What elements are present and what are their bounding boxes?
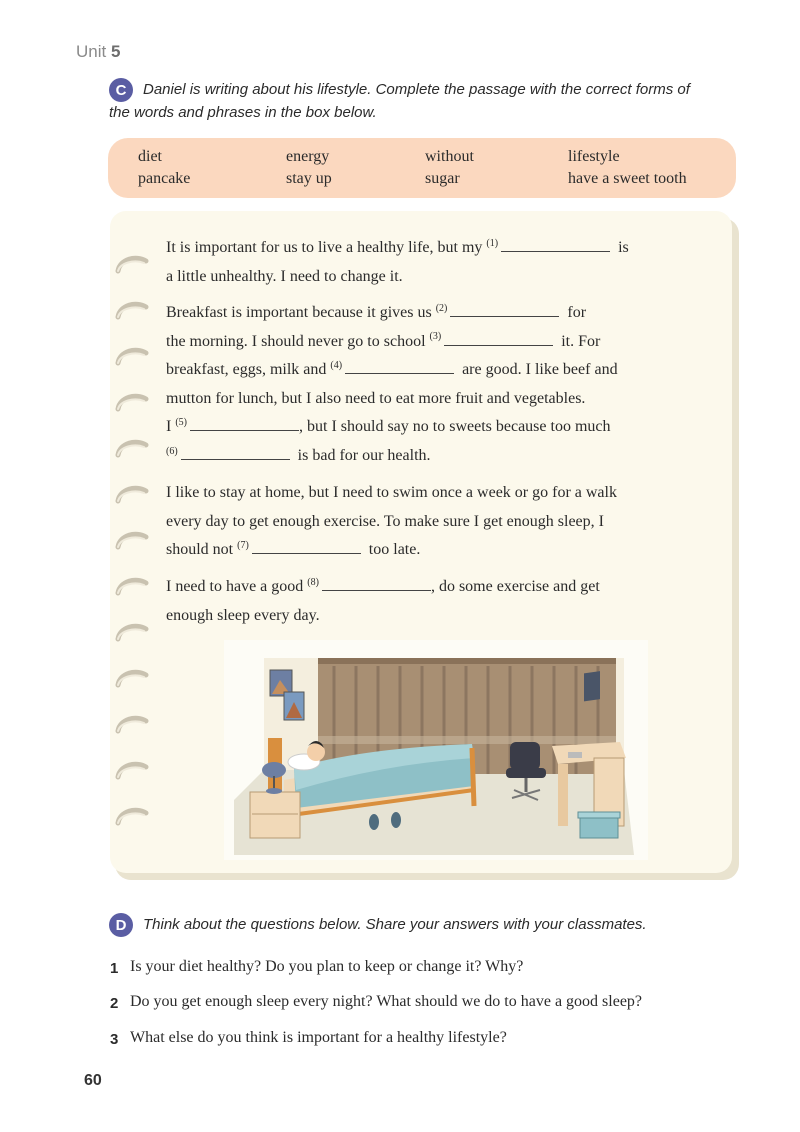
question-text: Is your diet healthy? Do you plan to keep or change it? Why?	[130, 958, 524, 975]
passage-paragraph-2	[166, 299, 711, 471]
passage-paragraph-3	[166, 479, 711, 565]
word-option: sugar	[425, 170, 460, 187]
spiral-ring-icon	[114, 575, 150, 597]
unit-label: Unit	[76, 42, 107, 61]
spiral-ring-icon	[114, 529, 150, 551]
passage-text: for	[567, 304, 587, 321]
passage-text: enough sleep every day.	[166, 606, 320, 624]
word-option: pancake	[138, 170, 191, 187]
word-option: diet	[138, 148, 162, 165]
word-option: without	[425, 148, 474, 165]
question-number: 2	[110, 995, 119, 1012]
passage-text: are good. I like beef and	[462, 361, 618, 379]
answer-blank[interactable]	[501, 237, 610, 252]
passage-text: breakfast, eggs, milk and	[166, 361, 327, 379]
passage-paragraph-1	[166, 234, 711, 291]
passage-text: is	[618, 239, 629, 256]
passage-text: should not	[166, 541, 234, 559]
blank-number: (3)	[429, 331, 442, 343]
passage-text: it. For	[561, 332, 601, 350]
spiral-ring-icon	[114, 391, 150, 413]
blank-number: (7)	[237, 539, 249, 551]
passage-text: I need to have a good	[166, 578, 304, 595]
passage-text: the morning. I should never go to school	[166, 332, 426, 350]
question-text: What else do you think is important for a healthy lifestyle?	[130, 1029, 507, 1046]
blank-number: (8)	[307, 576, 319, 588]
passage-text: , but I should say no to sweets because too much	[299, 418, 611, 436]
section-c-instruction-line2: the words and phrases in the box below.	[109, 104, 377, 121]
blank-number: (1)	[486, 237, 499, 249]
spiral-ring-icon	[114, 805, 150, 827]
spiral-ring-icon	[114, 667, 150, 689]
answer-blank[interactable]	[322, 576, 431, 591]
bedroom-illustration	[224, 640, 648, 860]
section-c-badge: C	[109, 78, 133, 102]
passage-text: , do some exercise and get	[430, 578, 600, 595]
storage-box-icon	[578, 812, 620, 838]
spiral-ring-icon	[114, 483, 150, 505]
section-d-instruction: Think about the questions below. Share your answers with your classmates.	[143, 916, 647, 933]
blank-number: (5)	[175, 417, 187, 429]
word-option: stay up	[286, 170, 332, 187]
passage-paragraph-4	[166, 573, 711, 630]
section-d-badge: D	[109, 913, 133, 937]
passage-text: a little unhealthy. I need to change it.	[166, 267, 403, 285]
passage-text: It is important for us to live a healthy life, but my	[166, 239, 483, 256]
word-option: energy	[286, 148, 330, 165]
answer-blank[interactable]	[252, 539, 361, 554]
answer-blank[interactable]	[444, 331, 553, 346]
passage-text: Breakfast is important because it gives us	[166, 304, 432, 321]
page-number: 60	[84, 1072, 102, 1089]
section-c-instruction-line1: Daniel is writing about his lifestyle. Complete the passage with the correct forms of	[143, 81, 690, 98]
word-box	[108, 138, 736, 198]
spiral-ring-icon	[114, 437, 150, 459]
spiral-ring-icon	[114, 621, 150, 643]
passage-text: is bad for our health.	[297, 446, 431, 464]
answer-blank[interactable]	[190, 416, 299, 431]
word-option: have a sweet tooth	[568, 170, 687, 187]
passage-text: I like to stay at home, but I need to swim once a week or go for a walk	[166, 484, 617, 501]
spiral-ring-icon	[114, 759, 150, 781]
spiral-ring-icon	[114, 345, 150, 367]
spiral-ring-icon	[114, 299, 150, 321]
answer-blank[interactable]	[181, 445, 290, 460]
passage-text: every day to get enough exercise. To make sure I get enough sleep, I	[166, 512, 604, 530]
question-number: 1	[110, 960, 119, 977]
answer-blank[interactable]	[345, 359, 454, 374]
spiral-ring-icon	[114, 253, 150, 275]
passage-text: mutton for lunch, but I also need to eat more fruit and vegetables.	[166, 389, 586, 407]
question-text: Do you get enough sleep every night? What should we do to have a good sleep?	[130, 993, 643, 1010]
question-number: 3	[110, 1031, 119, 1048]
word-option: lifestyle	[568, 148, 620, 165]
blank-number: (4)	[330, 359, 343, 371]
unit-number: 5	[110, 42, 121, 61]
spiral-ring-icon	[114, 713, 150, 735]
answer-blank[interactable]	[450, 302, 559, 317]
blank-number: (2)	[435, 302, 448, 314]
passage-text: I	[166, 418, 172, 436]
blank-number: (6)	[166, 445, 178, 457]
unit-header	[76, 42, 120, 62]
passage-text: too late.	[368, 541, 421, 559]
